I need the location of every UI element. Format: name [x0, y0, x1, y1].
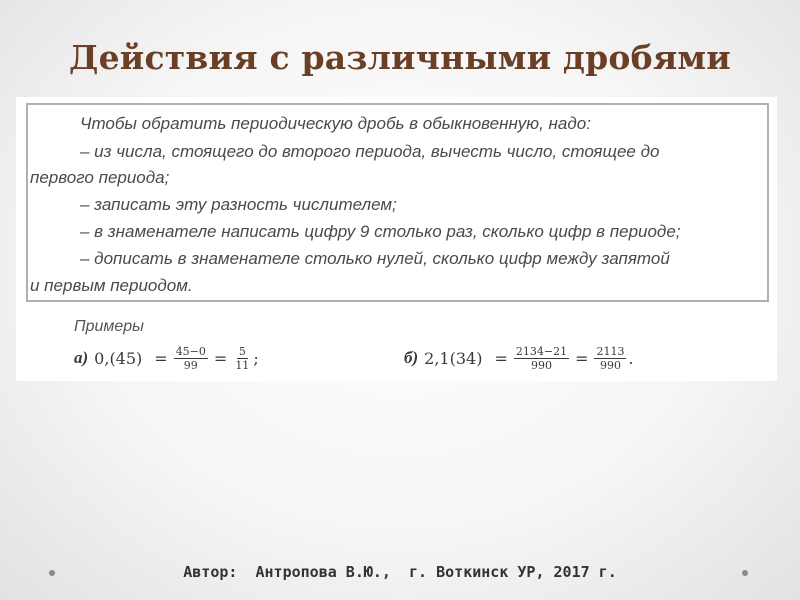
rule-line: – записать эту разность числителем;: [80, 195, 397, 214]
equals-sign: =: [494, 348, 508, 368]
equals-sign: =: [213, 348, 228, 368]
punctuation: .: [628, 348, 634, 368]
fraction: [174, 345, 208, 372]
fraction-numerator: 5: [238, 344, 246, 358]
fraction-numerator: 45−0: [175, 344, 206, 358]
equals-sign: =: [154, 348, 168, 368]
fraction: [594, 345, 626, 372]
fraction-denominator: 990: [599, 358, 621, 372]
equals-sign: =: [575, 348, 589, 368]
fraction: [233, 345, 251, 372]
fraction-denominator: 99: [183, 358, 198, 372]
example-number: 0,(45): [94, 348, 143, 368]
fraction-denominator: 990: [530, 358, 552, 372]
example-a: [74, 341, 259, 375]
punctuation: ;: [253, 348, 259, 368]
fraction-denominator: 11: [235, 358, 250, 372]
rule-line: и первым периодом.: [30, 276, 193, 295]
rule-line: первого периода;: [30, 168, 170, 187]
example-number: 2,1(34): [424, 348, 483, 368]
fraction: [514, 345, 569, 372]
content-image: [16, 97, 777, 381]
examples-heading: Примеры: [74, 318, 144, 335]
slide-footer: Автор: Антропова В.Ю., г. Воткинск УР, 2017 г.: [183, 563, 617, 581]
rule-line: – дописать в знаменателе столько нулей, сколько цифр между запятой: [80, 249, 670, 268]
bullet-dot-icon: [742, 570, 748, 576]
rule-line: Чтобы обратить периодическую дробь в обыкновенную, надо:: [80, 114, 591, 133]
slide-title: Действия с различными дробями: [69, 38, 731, 77]
fraction-numerator: 2113: [596, 344, 625, 358]
rule-box: [26, 103, 769, 302]
rule-line: – из числа, стоящего до второго периода, вычесть число, стоящее до: [80, 142, 660, 161]
example-label: а): [74, 348, 89, 367]
fraction-numerator: 2134−21: [515, 344, 568, 358]
example-b: [404, 341, 634, 375]
rule-line: – в знаменателе написать цифру 9 столько раз, сколько цифр в периоде;: [80, 222, 681, 241]
example-label: б): [404, 348, 419, 367]
